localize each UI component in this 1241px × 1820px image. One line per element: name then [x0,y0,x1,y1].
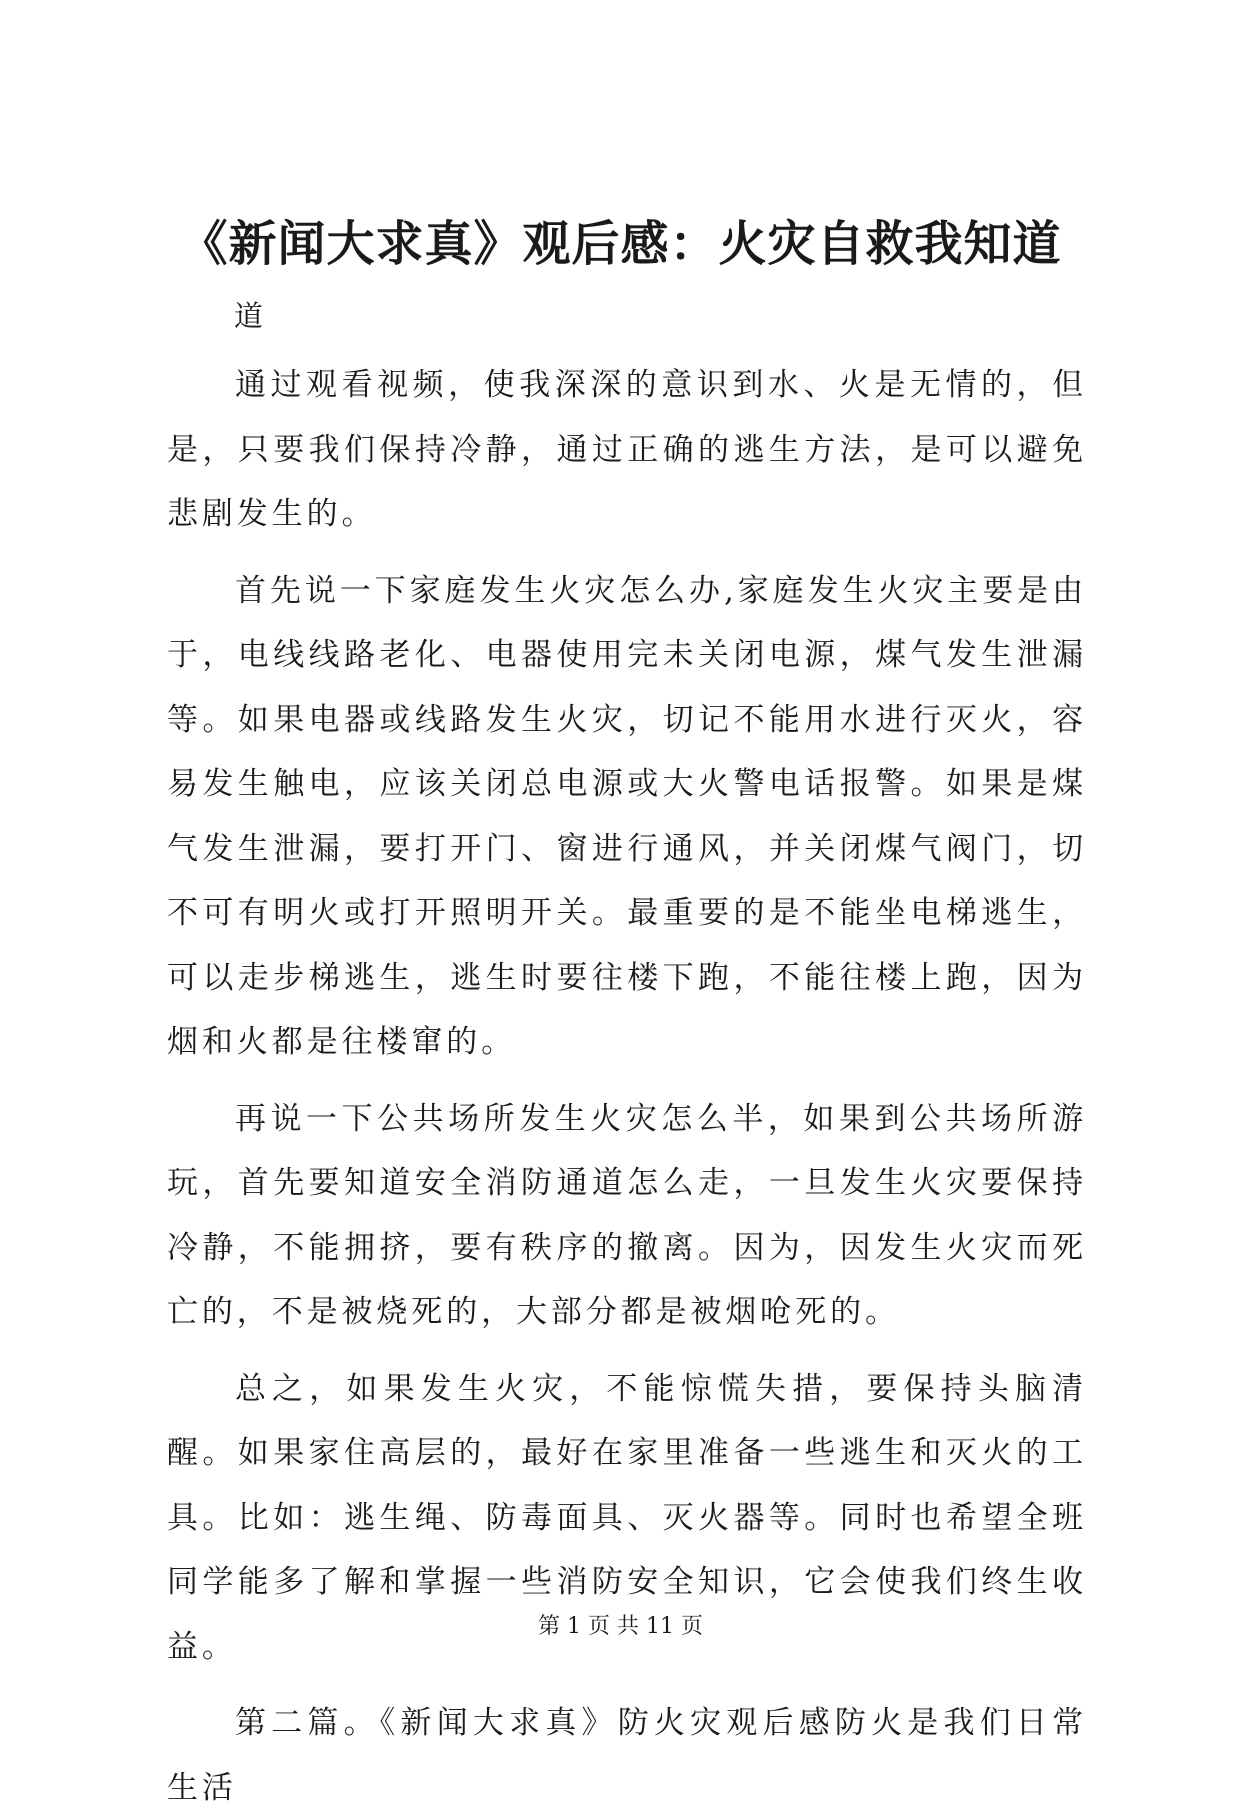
paragraph: 通过观看视频，使我深深的意识到水、火是无情的，但是，只要我们保持冷静，通过正确的逃生方法，是可以避免悲剧发生的。 [167,367,1087,532]
paragraph: 再说一下公共场所发生火灾怎么半，如果到公共场所游玩，首先要知道安全消防通道怎么走，一旦发生火灾要保持冷静，不能拥挤，要有秩序的撤离。因为，因发生火灾而死亡的，不是被烧死的，大部分都是被烟呛死的。 [167,1100,1087,1330]
document-subtitle: 道 [234,299,264,333]
document-body [167,353,1087,1820]
document-title: 《新闻大求真》观后感：火灾自救我知道 [179,216,1062,272]
paragraph: 第二篇。《新闻大求真》防火灾观后感防火是我们日常生活 [167,1705,1087,1806]
paragraph: 首先说一下家庭发生火灾怎么办,家庭发生火灾主要是由于，电线线路老化、电器使用完未关闭电源，煤气发生泄漏等。如果电器或线路发生火灾，切记不能用水进行灭火，容易发生触电，应该关闭总电源或大火警电话报警。如果是煤气发生泄漏，要打开门、窗进行通风，并关闭煤气阀门，切不可有明火或打开照明开关。最重要的是不能坐电梯逃生，可以走步梯逃生，逃生时要往楼下跑，不能往楼上跑，因为烟和火都是往楼窜的。 [167,572,1087,1060]
paragraph: 总之，如果发生火灾，不能惊慌失措，要保持头脑清醒。如果家住高层的，最好在家里准备一些逃生和灭火的工具。比如：逃生绳、防毒面具、灭火器等。同时也希望全班同学能多了解和掌握一些消防安全知识，它会使我们终生收益。 [167,1370,1087,1665]
page-number-footer: 第 1 页 共 11 页 [538,1614,703,1639]
